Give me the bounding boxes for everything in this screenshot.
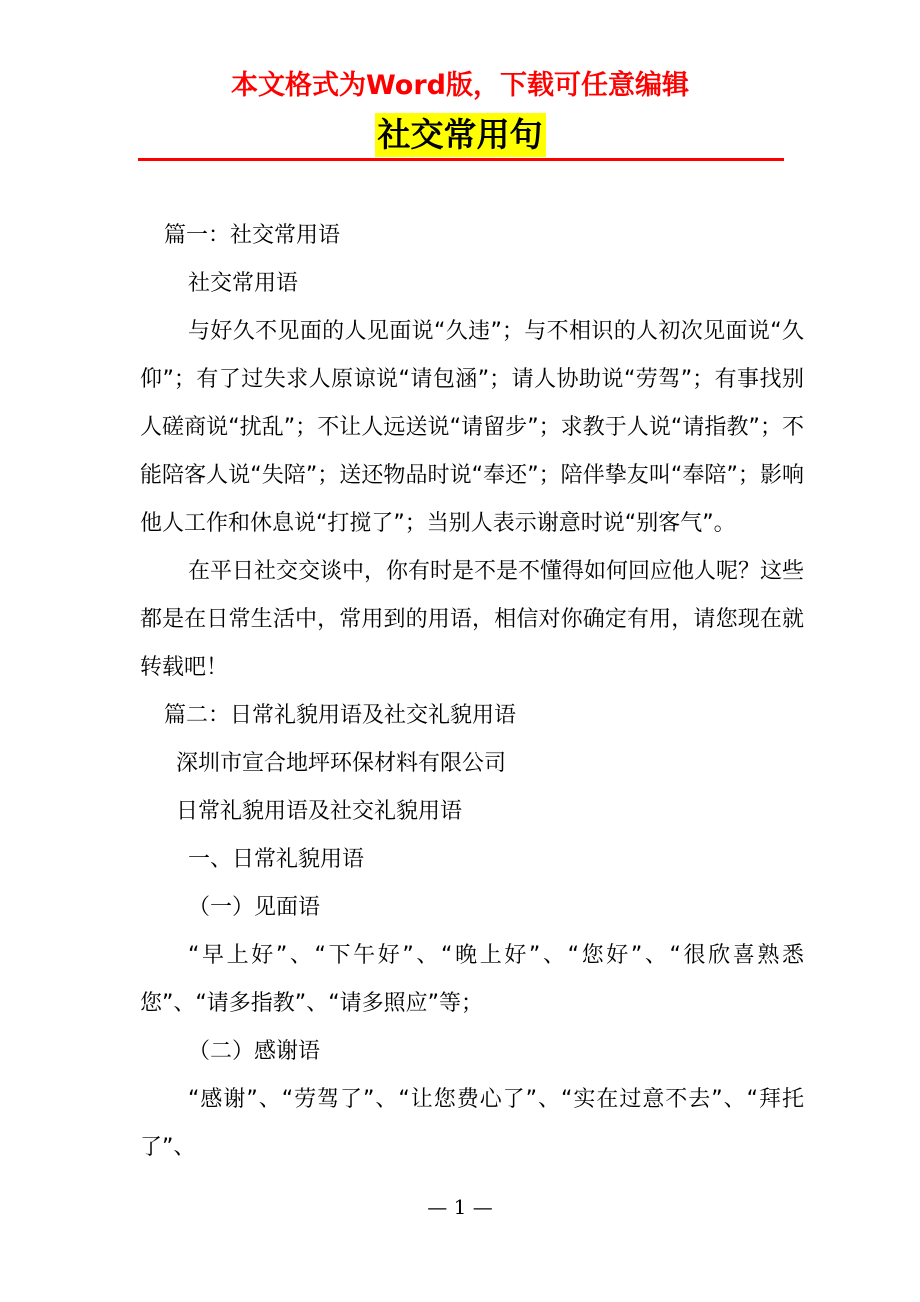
paragraph-thanks: “感谢”、“劳驾了”、“让您费心了”、“实在过意不去”、“拜托了”、 bbox=[140, 1087, 804, 1160]
section-heading-2: 篇二：日常礼貌用语及社交礼貌用语 bbox=[164, 703, 517, 728]
list-heading-greetings: （一）见面语 bbox=[188, 895, 321, 920]
paragraph-greetings: “早上好”、“下午好”、“晚上好”、“您好”、“很欣喜熟悉您”、“请多指教”、“请多照应”等； bbox=[140, 943, 804, 1016]
document-title: 社交常用句 bbox=[375, 113, 546, 157]
subheading-social-phrases: 社交常用语 bbox=[188, 271, 299, 296]
title-container bbox=[0, 113, 920, 157]
document-body bbox=[140, 212, 804, 1172]
format-notice-banner: 本文格式为Word版，下载可任意编辑 bbox=[230, 70, 689, 101]
subheading-etiquette: 日常礼貌用语及社交礼貌用语 bbox=[176, 799, 463, 824]
list-heading-daily: 一、日常礼貌用语 bbox=[188, 847, 365, 872]
paragraph-phrases: 与好久不见面的人见面说“久违”；与不相识的人初次见面说“久仰”；有了过失求人原谅说“请包涵”；请人协助说“劳驾”；有事找别人磋商说“扰乱”；不让人远送说“请留步”；求教于人说“请指教”；不能陪客人说“失陪”；送还物品时说“奉还”；陪伴挚友叫“奉陪”；影响他人工作和休息说“打搅了”；当别人表示谢意时说“别客气”。 bbox=[140, 319, 804, 536]
page-number: — 1 — bbox=[427, 1195, 493, 1219]
paragraph-advice: 在平日社交交谈中，你有时是不是不懂得如何回应他人呢？这些都是在日常生活中，常用到的用语，相信对你确定有用，请您现在就转载吧！ bbox=[140, 559, 805, 680]
title-divider bbox=[138, 158, 784, 161]
company-name: 深圳市宣合地坪环保材料有限公司 bbox=[176, 751, 507, 776]
section-heading-1: 篇一：社交常用语 bbox=[164, 223, 341, 248]
list-heading-thanks: （二）感谢语 bbox=[188, 1039, 321, 1064]
